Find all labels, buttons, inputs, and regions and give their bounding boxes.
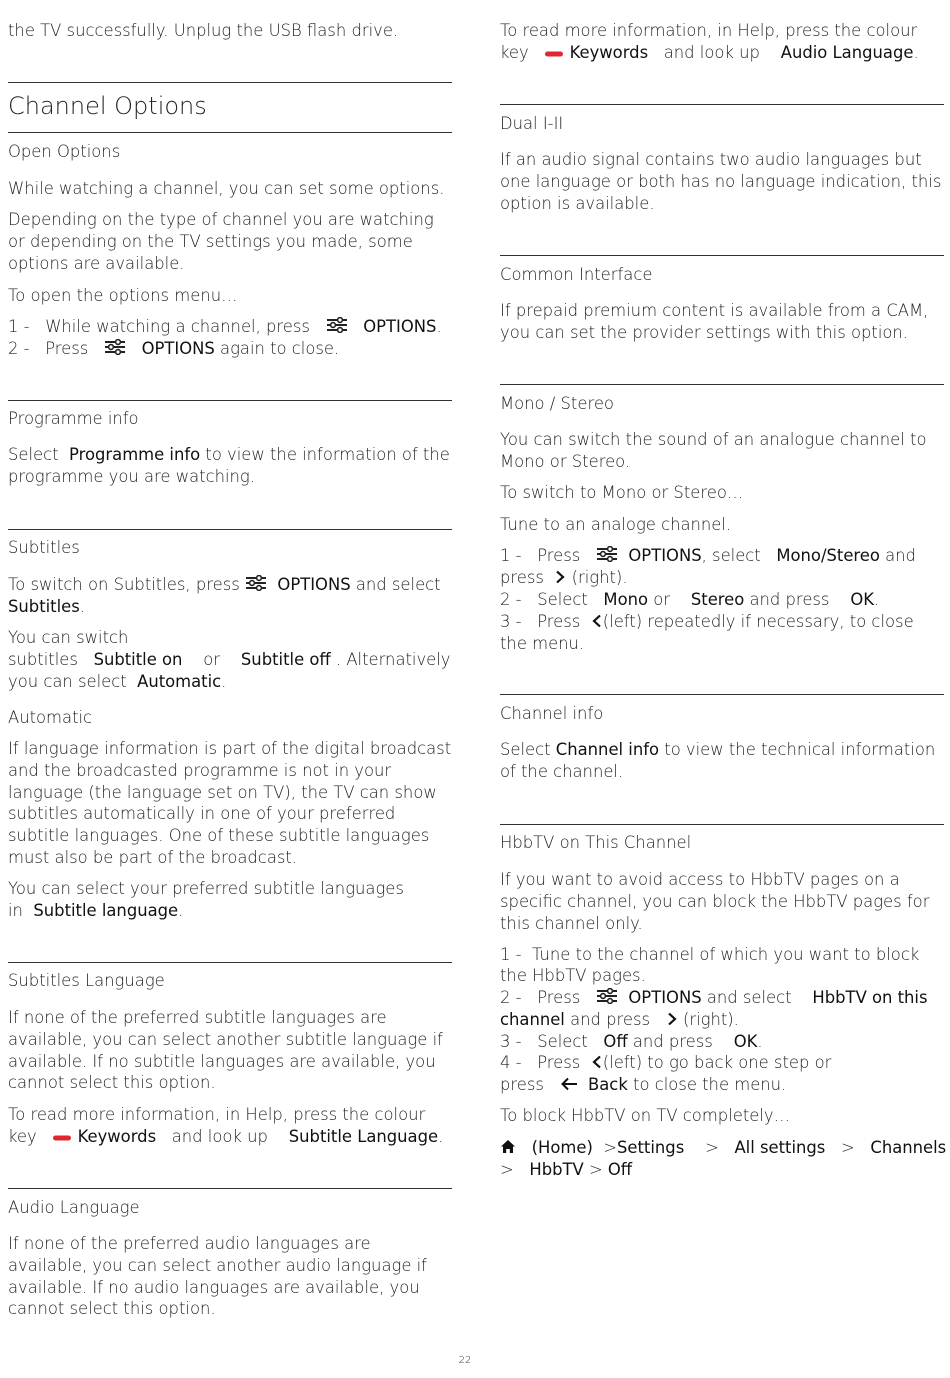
punctuation: .: [436, 317, 442, 336]
divider: [8, 400, 452, 401]
step-2: [500, 589, 944, 611]
step-number: 2 -: [8, 339, 30, 358]
section-heading-automatic: Automatic: [8, 708, 93, 727]
section-heading-channel-info: Channel info: [500, 704, 604, 723]
text: Select: [8, 445, 59, 464]
paragraph: [500, 739, 944, 761]
paragraph: To read more information, in Help, press the colour: [500, 21, 918, 40]
step-text: again to close.: [220, 339, 340, 358]
step-4-continued: [500, 1074, 944, 1096]
text: and select: [706, 988, 792, 1007]
text: Press: [537, 1053, 581, 1072]
step-number: 1 -: [500, 546, 522, 565]
step-3-continued: the menu.: [500, 634, 585, 653]
chevron-right-icon: [554, 568, 566, 590]
section-heading-dual: Dual I-II: [500, 114, 564, 133]
punctuation: .: [913, 43, 919, 62]
separator: >: [841, 1138, 855, 1157]
punctuation: .: [757, 1032, 763, 1051]
key-name: OK: [850, 590, 874, 609]
step-number: 2 -: [500, 988, 522, 1007]
step-number: 1 -: [8, 317, 30, 336]
menu-item-name: Stereo: [690, 590, 745, 609]
paragraph: To block HbbTV on TV completely…: [500, 1106, 790, 1125]
paragraph: [8, 649, 452, 671]
options-icon: [104, 339, 126, 361]
intro-text: the TV successfully. Unplug the USB flash drive.: [8, 21, 399, 40]
menu-item-name: channel: [500, 1010, 565, 1029]
menu-item-name: Mono: [603, 590, 649, 609]
paragraph: If none of the preferred subtitle languages are available, you can select another subtitle language if available. If no subtitle languages are available, you cannot select this option.: [8, 1008, 443, 1093]
menu-item-name: HbbTV on this: [812, 988, 928, 1007]
paragraph: You can switch the sound of an analogue channel to Mono or Stereo.: [500, 430, 927, 471]
back-arrow-icon: [560, 1075, 578, 1097]
text: and: [885, 546, 916, 565]
options-icon: [596, 988, 618, 1010]
menu-item-name: HbbTV: [529, 1160, 584, 1179]
step-1: [500, 545, 944, 567]
paragraph: [8, 444, 452, 466]
text: Press: [537, 988, 581, 1007]
text: you can select: [8, 672, 127, 691]
settings-path-continued: [500, 1159, 944, 1181]
step-1-continued: the HbbTV pages.: [500, 966, 646, 985]
step-2: [500, 987, 944, 1009]
text: to close the menu.: [633, 1075, 787, 1094]
menu-item-name: Subtitle on: [93, 650, 183, 669]
paragraph: [8, 671, 452, 693]
paragraph: [8, 574, 452, 596]
section-heading-mono-stereo: Mono / Stereo: [500, 394, 614, 413]
red-color-key-icon: [544, 43, 564, 65]
red-color-key-icon: [52, 1127, 72, 1149]
paragraph: [8, 596, 452, 618]
text: key: [8, 1127, 37, 1146]
key-name: OK: [733, 1032, 758, 1051]
step-3: [500, 611, 944, 633]
chevron-left-icon: [591, 1053, 603, 1075]
options-icon: [245, 575, 267, 597]
text: key: [500, 43, 529, 62]
menu-item-name: Subtitle off: [240, 650, 331, 669]
options-icon: [596, 546, 618, 568]
divider: [8, 1188, 452, 1189]
punctuation: .: [873, 590, 880, 609]
text: and press: [570, 1010, 651, 1029]
menu-item-name: Programme info: [69, 445, 201, 464]
text: and press: [749, 590, 830, 609]
text: (right).: [682, 1010, 739, 1029]
options-icon: [326, 317, 348, 339]
step-1: [8, 316, 452, 338]
text: to view the technical information: [664, 740, 936, 759]
divider: [500, 824, 944, 825]
text: Press: [537, 546, 581, 565]
menu-item-name: Keywords: [569, 43, 649, 62]
key-name: Back: [588, 1075, 628, 1094]
menu-item-name: Off: [603, 1032, 628, 1051]
text: (left) repeatedly if necessary, to close: [602, 612, 914, 631]
text: Select: [537, 1032, 588, 1051]
paragraph: If prepaid premium content is available from a CAM, you can set the provider settings with this option.: [500, 301, 929, 342]
key-name: OPTIONS: [277, 575, 351, 594]
divider: [500, 255, 944, 256]
text: (left) to go back one step or: [602, 1053, 832, 1072]
step-number: 3 -: [500, 612, 522, 631]
settings-path: [500, 1137, 947, 1159]
punctuation: .: [438, 1127, 444, 1146]
paragraph: To open the options menu…: [8, 286, 238, 305]
text: To switch on Subtitles, press: [8, 575, 240, 594]
home-icon: [500, 1138, 516, 1160]
divider: [500, 384, 944, 385]
step-number: 2 -: [500, 590, 522, 609]
section-heading-audio-language: Audio Language: [8, 1198, 140, 1217]
text: press: [500, 568, 544, 587]
text: and look up: [171, 1127, 268, 1146]
page-title: Channel Options: [8, 92, 207, 120]
text: . Alternatively: [335, 650, 451, 669]
paragraph: [500, 42, 944, 64]
paragraph: programme you are watching.: [8, 467, 255, 486]
key-name: OPTIONS: [363, 317, 437, 336]
chevron-left-icon: [591, 612, 603, 634]
key-name: OPTIONS: [141, 339, 215, 358]
section-heading-open-options: Open Options: [8, 142, 121, 161]
menu-item-name: Channels: [870, 1138, 947, 1157]
text: Select: [537, 590, 588, 609]
paragraph: If language information is part of the digital broadcast and the broadcasted programme is not in your language (the language set on TV), the TV can show subtitles automatically in one of your preferred subtitle languages. One of these subtitle languages must also be part of the broadcast.: [8, 739, 452, 867]
divider: [8, 529, 452, 530]
section-heading-programme-info: Programme info: [8, 409, 139, 428]
menu-item-name: Subtitles: [8, 597, 80, 616]
paragraph: If an audio signal contains two audio languages but one language or both has no language indication, this option is available.: [500, 150, 942, 213]
paragraph: If none of the preferred audio languages are available, you can select another audio language if available. If no audio languages are available, you cannot select this option.: [8, 1234, 427, 1319]
step-1: [500, 944, 944, 966]
divider: [500, 104, 944, 105]
text: or: [203, 650, 221, 669]
step-text: Press: [45, 339, 89, 358]
paragraph: While watching a channel, you can set some options.: [8, 179, 445, 198]
punctuation: .: [178, 901, 184, 920]
text: in: [8, 901, 23, 920]
divider: [500, 694, 944, 695]
section-heading-subtitles: Subtitles: [8, 538, 80, 557]
text: , select: [701, 546, 761, 565]
punctuation: .: [79, 597, 85, 616]
menu-item-name: Mono/Stereo: [776, 546, 880, 565]
paragraph: You can select your preferred subtitle languages: [8, 879, 404, 898]
paragraph: [8, 900, 452, 922]
step-2-continued: [500, 1009, 944, 1031]
divider: [8, 82, 452, 83]
paragraph: of the channel.: [500, 762, 624, 781]
step-number: 3 -: [500, 1032, 522, 1051]
menu-item-name: Subtitle language: [33, 901, 179, 920]
page-number: 22: [458, 1355, 472, 1366]
separator: >: [588, 1160, 603, 1179]
step-2: [8, 338, 452, 360]
paragraph: You can switch: [8, 628, 129, 647]
text: Press: [537, 612, 581, 631]
key-name: OPTIONS: [628, 546, 702, 565]
step-text: While watching a channel, press: [45, 317, 310, 336]
text: Select: [500, 740, 551, 759]
menu-item-name: Audio Language: [780, 43, 914, 62]
paragraph: Depending on the type of channel you are watching or depending on the TV settings you made, some options are available.: [8, 210, 434, 273]
text: or: [653, 590, 671, 609]
separator: >: [705, 1138, 719, 1157]
text: and press: [632, 1032, 713, 1051]
menu-item-name: Settings: [617, 1138, 685, 1157]
step-3: [500, 1031, 944, 1053]
menu-item-name: (Home): [531, 1138, 593, 1157]
text: Tune to the channel of which you want to block: [531, 945, 920, 964]
paragraph: To read more information, in Help, press the colour: [8, 1105, 426, 1124]
text: subtitles: [8, 650, 78, 669]
section-heading-subtitles-language: Subtitles Language: [8, 971, 165, 990]
paragraph: To switch to Mono or Stereo…: [500, 483, 744, 502]
text: (right).: [571, 568, 628, 587]
divider: [8, 962, 452, 963]
menu-item-name: All settings: [734, 1138, 826, 1157]
step-number: 1 -: [500, 945, 522, 964]
divider: [8, 132, 452, 133]
text: and look up: [663, 43, 760, 62]
punctuation: .: [221, 672, 227, 691]
key-name: OPTIONS: [628, 988, 702, 1007]
chevron-right-icon: [666, 1010, 678, 1032]
text: press: [500, 1075, 544, 1094]
menu-item-name: Channel info: [555, 740, 660, 759]
menu-item-name: Subtitle Language: [288, 1127, 439, 1146]
paragraph: [8, 1126, 452, 1148]
paragraph: Tune to an analoge channel.: [500, 515, 732, 534]
separator: >: [500, 1160, 514, 1179]
step-1-continued: [500, 567, 944, 589]
text: and select: [355, 575, 441, 594]
menu-item-name: Automatic: [137, 672, 222, 691]
separator: >: [603, 1138, 617, 1157]
step-4: [500, 1052, 944, 1074]
section-heading-hbbtv: HbbTV on This Channel: [500, 833, 692, 852]
step-number: 4 -: [500, 1053, 522, 1072]
paragraph: If you want to avoid access to HbbTV pages on a specific channel, you can block the HbbTV pages for this channel only.: [500, 870, 930, 933]
menu-item-name: Keywords: [77, 1127, 157, 1146]
text: to view the information of the: [205, 445, 450, 464]
section-heading-common-interface: Common Interface: [500, 265, 653, 284]
menu-item-name: Off: [607, 1160, 633, 1179]
